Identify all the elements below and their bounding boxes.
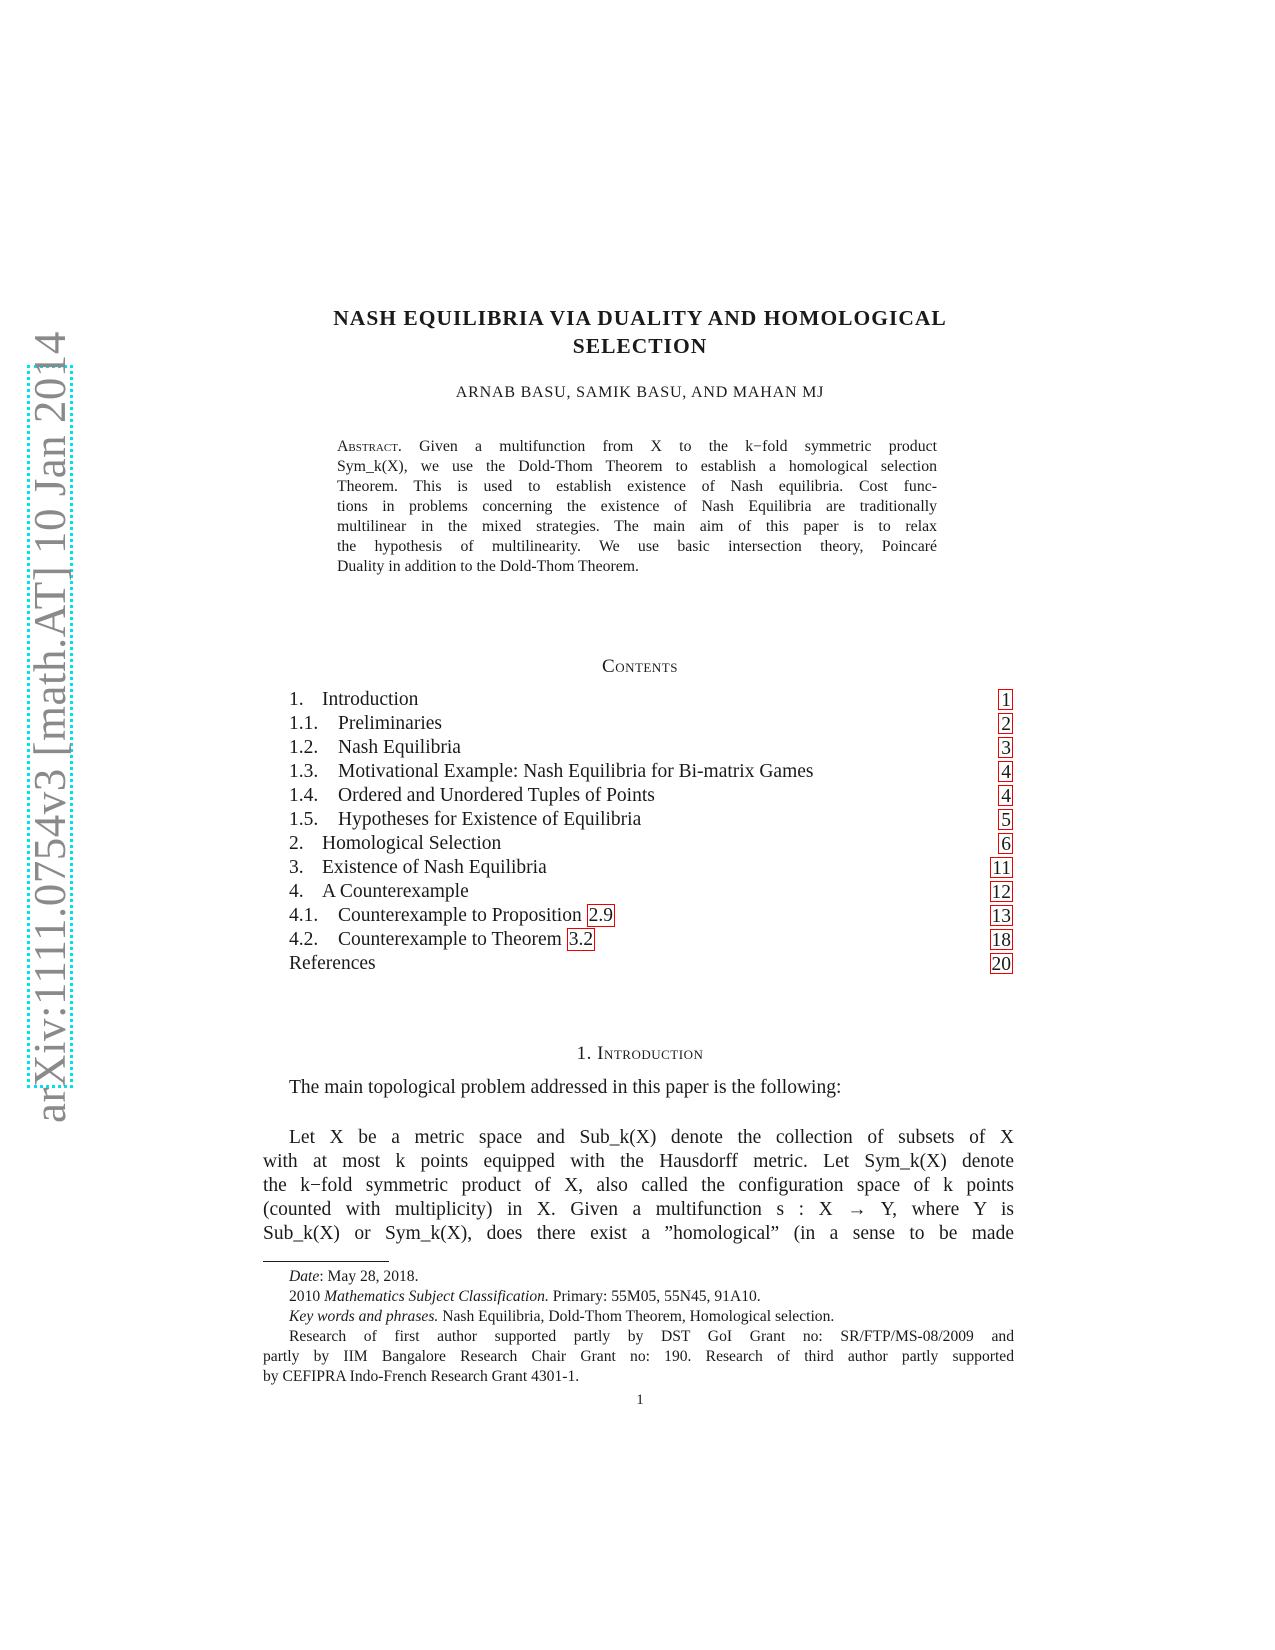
footnote-msc xyxy=(263,1287,1014,1307)
toc-number: 3. xyxy=(289,857,304,878)
toc-entry[interactable] xyxy=(289,952,1013,976)
paragraph-line: Let X be a metric space and Sub_k(X) denote the collection of subsets of X xyxy=(289,1127,1014,1148)
section-title: Introduction xyxy=(597,1043,704,1064)
toc-entry[interactable] xyxy=(289,808,1013,832)
toc-page-link[interactable]: 13 xyxy=(991,906,1011,927)
arxiv-stamp-text: arXiv:1111.0754v3 [math.AT] 10 Jan 2014 xyxy=(25,330,75,1123)
toc-number: 4.1. xyxy=(289,905,319,926)
toc-title[interactable]: Preliminaries xyxy=(338,713,442,734)
date-label: Date xyxy=(289,1268,320,1285)
toc-entry[interactable] xyxy=(289,880,1013,904)
toc-number: 1.3. xyxy=(289,761,319,782)
toc-title[interactable]: Introduction xyxy=(322,689,419,710)
toc-page-link[interactable]: 3 xyxy=(998,737,1013,758)
toc-entry[interactable] xyxy=(289,856,1013,880)
toc-title[interactable]: Motivational Example: Nash Equilibria for Bi-matrix Games xyxy=(338,761,814,782)
toc-title-text: Counterexample to Proposition xyxy=(338,905,582,926)
toc-page-link[interactable]: 1 xyxy=(998,689,1013,710)
abstract-line-6: the hypothesis of multilinearity. We use basic intersection theory, Poincaré xyxy=(337,538,937,555)
toc-title[interactable]: Nash Equilibria xyxy=(338,737,461,758)
toc-title[interactable]: Hypotheses for Existence of Equilibria xyxy=(338,809,642,830)
toc-number: 1. xyxy=(289,689,304,710)
footnote-rule xyxy=(263,1261,389,1262)
title-line-1: NASH EQUILIBRIA VIA DUALITY AND HOMOLOGICAL xyxy=(333,306,947,330)
keywords-value: Nash Equilibria, Dold-Thom Theorem, Homological selection. xyxy=(438,1308,835,1325)
toc-number: 4.2. xyxy=(289,929,319,950)
abstract-line-4: tions in problems concerning the existence of Nash Equilibria are traditionally xyxy=(337,498,937,515)
footnote-research-line: by CEFIPRA Indo-French Research Grant 4301-1. xyxy=(263,1368,580,1385)
proposition-ref-link[interactable]: 2.9 xyxy=(588,905,613,926)
theorem-ref-link[interactable]: 3.2 xyxy=(568,929,594,950)
toc-page-link[interactable]: 12 xyxy=(991,882,1011,903)
msc-value: Primary: 55M05, 55N45, 91A10. xyxy=(548,1288,761,1305)
date-value: : May 28, 2018. xyxy=(319,1268,419,1285)
table-of-contents xyxy=(289,688,1013,976)
toc-page-link[interactable]: 20 xyxy=(991,954,1011,975)
paragraph-line: with at most k points equipped with the Hausdorff metric. Let Sym_k(X) denote xyxy=(263,1151,1014,1172)
toc-entry[interactable] xyxy=(289,928,1013,952)
title-line-2: SELECTION xyxy=(572,334,708,358)
toc-title-text: Counterexample to Theorem xyxy=(338,929,562,950)
toc-entry[interactable] xyxy=(289,832,1013,856)
msc-prefix: 2010 xyxy=(289,1288,325,1305)
footnote-date xyxy=(263,1267,1014,1287)
page-number: 1 xyxy=(636,1392,644,1408)
abstract-line-3: Theorem. This is used to establish existence of Nash equilibria. Cost func- xyxy=(337,478,937,495)
toc-page-link[interactable]: 4 xyxy=(998,761,1013,782)
toc-page-link[interactable]: 6 xyxy=(998,833,1013,854)
toc-title[interactable]: Homological Selection xyxy=(322,833,502,854)
footnote-research-line: Research of first author supported partly by DST GoI Grant no: SR/FTP/MS-08/2009 and xyxy=(289,1328,1014,1345)
abstract-line-2: Sym_k(X), we use the Dold-Thom Theorem to establish a homological selection xyxy=(337,458,937,475)
toc-entry[interactable] xyxy=(289,904,1013,928)
toc-number: 4. xyxy=(289,881,304,902)
toc-page-link[interactable]: 2 xyxy=(998,713,1013,734)
abstract-line-1-text: Given a multifunction from X to the k−fold symmetric product xyxy=(419,438,937,455)
keywords-label: Key words and phrases. xyxy=(289,1308,439,1325)
paragraph-line: Sub_k(X) or Sym_k(X), does there exist a ”homological” (in a sense to be made xyxy=(263,1223,1014,1244)
toc-page-link[interactable]: 5 xyxy=(998,809,1013,830)
abstract-line-5: multilinear in the mixed strategies. The main aim of this paper is to relax xyxy=(337,518,937,535)
toc-number: 1.4. xyxy=(289,785,319,806)
toc-entry[interactable] xyxy=(289,712,1013,736)
intro-sentence: The main topological problem addressed in this paper is the following: xyxy=(289,1077,842,1098)
toc-entry[interactable] xyxy=(289,760,1013,784)
toc-number: 1.1. xyxy=(289,713,319,734)
toc-page-link[interactable]: 11 xyxy=(992,858,1011,879)
toc-entry[interactable] xyxy=(289,784,1013,808)
toc-title[interactable] xyxy=(338,904,615,928)
toc-entry[interactable] xyxy=(289,688,1013,712)
toc-page-link[interactable]: 18 xyxy=(991,930,1011,951)
toc-page-link[interactable]: 4 xyxy=(998,785,1013,806)
section-heading xyxy=(290,1043,990,1065)
toc-title[interactable]: Ordered and Unordered Tuples of Points xyxy=(338,785,655,806)
abstract-line-7: Duality in addition to the Dold-Thom Theorem. xyxy=(337,558,639,575)
paper-title xyxy=(290,304,990,360)
abstract xyxy=(337,437,937,577)
toc-title[interactable] xyxy=(338,928,595,952)
abstract-label: Abstract. xyxy=(337,438,402,455)
footnote-research-line: partly by IIM Bangalore Research Chair Grant no: 190. Research of third author partly supported xyxy=(263,1348,1014,1365)
toc-number: 1.5. xyxy=(289,809,319,830)
intro-paragraph xyxy=(263,1126,1014,1246)
toc-title[interactable]: Existence of Nash Equilibria xyxy=(322,857,547,878)
msc-label: Mathematics Subject Classification. xyxy=(324,1288,549,1305)
paragraph-line: (counted with multiplicity) in X. Given a multifunction s : X → Y, where Y is xyxy=(263,1199,1014,1220)
toc-title[interactable]: A Counterexample xyxy=(322,881,469,902)
toc-number: 1.2. xyxy=(289,737,319,758)
toc-number: 2. xyxy=(289,833,304,854)
arxiv-stamp[interactable] xyxy=(25,330,75,1123)
section-number: 1. xyxy=(576,1043,592,1064)
abstract-line-1 xyxy=(337,437,937,457)
contents-heading: Contents xyxy=(602,656,678,677)
paragraph-line: the k−fold symmetric product of X, also called the configuration space of k points xyxy=(263,1175,1014,1196)
footnotes xyxy=(263,1267,1014,1387)
toc-title[interactable]: References xyxy=(289,953,376,974)
authors: ARNAB BASU, SAMIK BASU, AND MAHAN MJ xyxy=(455,384,825,401)
footnote-keywords xyxy=(263,1307,1014,1327)
toc-entry[interactable] xyxy=(289,736,1013,760)
